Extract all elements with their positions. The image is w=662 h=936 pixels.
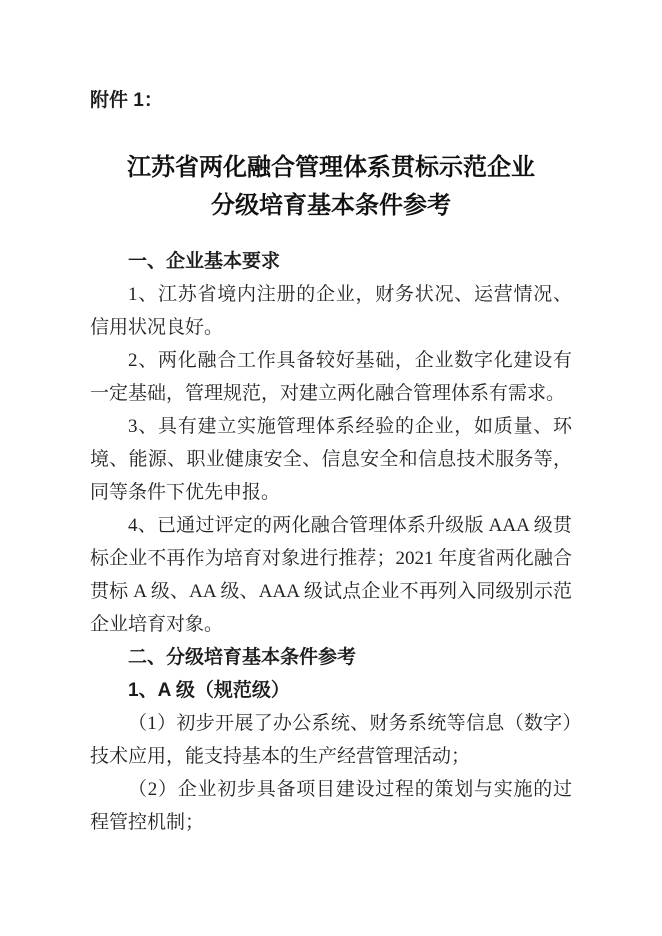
attachment-label: 附件 1： [90,90,163,111]
document-title [90,149,572,225]
document-title-line-1: 江苏省两化融合管理体系贯标示范企业 [127,155,535,181]
section-2-heading: 二、分级培育基本条件参考 [128,647,357,668]
section-2-paragraph-1: （1）初步开展了办公系统、财务系统等信息（数字）技术应用，能支持基本的生产经营管理活动； [90,713,572,767]
section-2-subsection-heading: 1、A 级（规范级） [128,680,290,701]
section-1-paragraph-2: 2、两化融合工作具备较好基础，企业数字化建设有一定基础，管理规范，对建立两化融合管理体系有需求。 [90,350,572,404]
section-1-paragraph-3: 3、具有建立实施管理体系经验的企业，如质量、环境、能源、职业健康安全、信息安全和信息技术服务等，同等条件下优先申报。 [90,416,572,503]
section-1-heading: 一、企业基本要求 [128,251,281,272]
section-1-paragraph-1: 1、江苏省境内注册的企业，财务状况、运营情况、信用状况良好。 [90,284,572,338]
section-1-paragraph-4: 4、已通过评定的两化融合管理体系升级版 AAA 级贯标企业不再作为培育对象进行推荐；2021 年度省两化融合贯标 A 级、AA 级、AAA 级试点企业不再列入同级别示范企业培育对象。 [90,515,572,635]
document-title-line-2: 分级培育基本条件参考 [211,193,451,219]
section-2-paragraph-2: （2）企业初步具备项目建设过程的策划与实施的过程管控机制； [90,779,572,833]
